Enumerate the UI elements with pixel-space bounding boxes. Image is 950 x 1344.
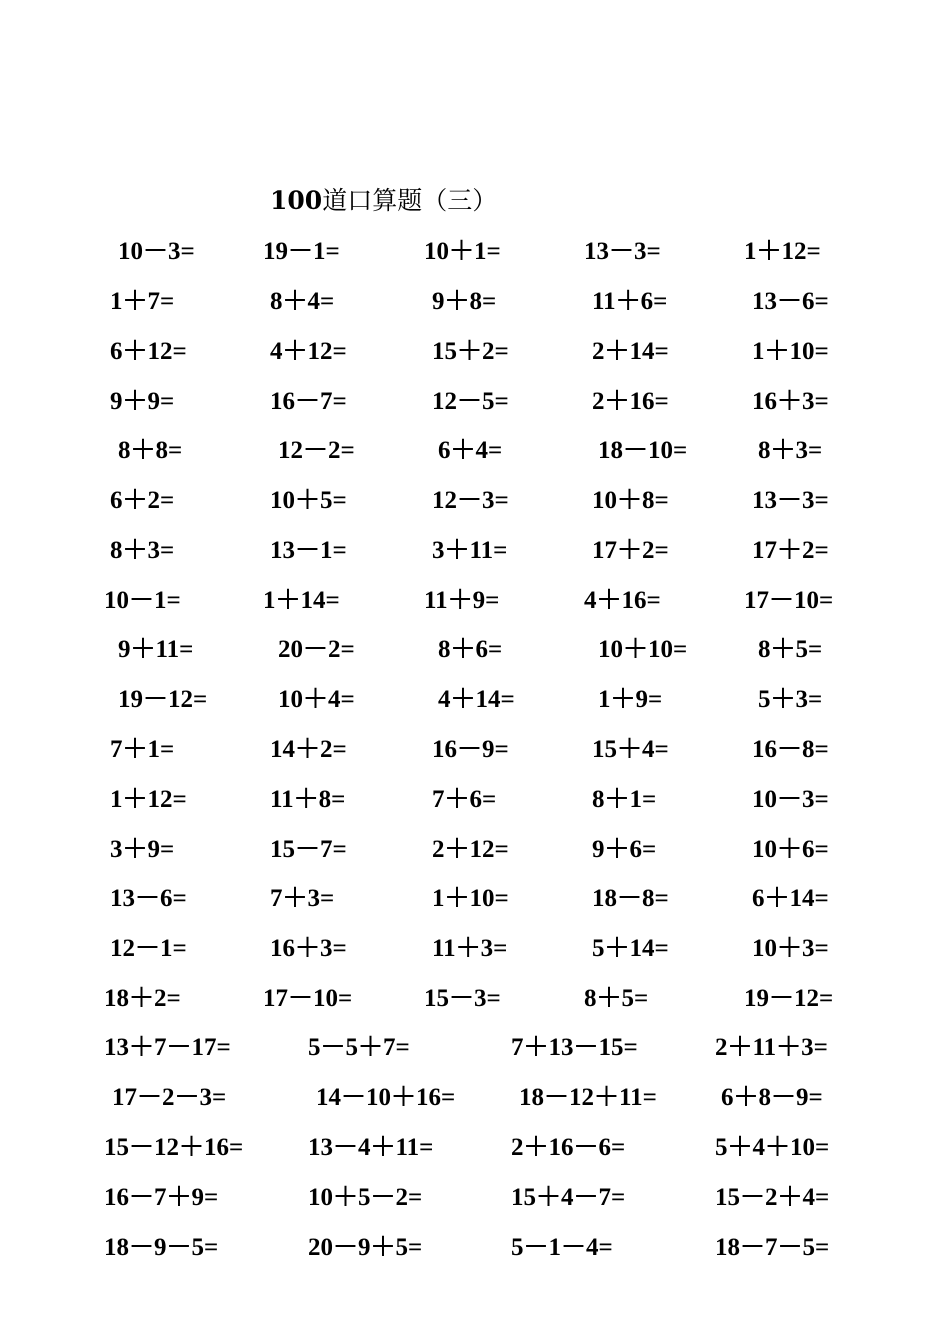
arithmetic-problem: 1＋12= <box>744 238 821 265</box>
arithmetic-problem: 18－8= <box>592 885 669 912</box>
arithmetic-problem: 18－12＋11= <box>519 1084 657 1111</box>
arithmetic-problem: 9＋8= <box>432 288 497 315</box>
arithmetic-problem: 18－7－5= <box>715 1234 830 1261</box>
arithmetic-problem: 11＋9= <box>424 587 500 614</box>
arithmetic-problem: 17＋2= <box>752 537 829 564</box>
title-number: 100 <box>270 186 323 215</box>
arithmetic-problem: 16＋3= <box>270 935 347 962</box>
arithmetic-problem: 15－7= <box>270 836 347 863</box>
arithmetic-problem: 2＋14= <box>592 338 669 365</box>
arithmetic-problem: 10＋5－2= <box>308 1184 423 1211</box>
arithmetic-problem: 5－1－4= <box>511 1234 613 1261</box>
arithmetic-problem: 7＋3= <box>270 885 335 912</box>
arithmetic-problem: 14－10＋16= <box>316 1084 456 1111</box>
arithmetic-problem: 8＋3= <box>110 537 175 564</box>
arithmetic-problem: 18－9－5= <box>104 1234 219 1261</box>
arithmetic-problem: 2＋16= <box>592 388 669 415</box>
arithmetic-problem: 16－8= <box>752 736 829 763</box>
arithmetic-problem: 20－2= <box>278 636 355 663</box>
arithmetic-problem: 8＋5= <box>758 636 823 663</box>
arithmetic-problem: 12－1= <box>110 935 187 962</box>
arithmetic-problem: 8＋4= <box>270 288 335 315</box>
arithmetic-problem: 17－10= <box>263 985 353 1012</box>
title-text: 道口算题（三） <box>322 186 498 215</box>
arithmetic-problem: 10＋5= <box>270 487 347 514</box>
arithmetic-problem: 6＋4= <box>438 437 503 464</box>
arithmetic-problem: 9＋11= <box>118 636 194 663</box>
arithmetic-problem: 1＋9= <box>598 686 663 713</box>
arithmetic-problem: 12－3= <box>432 487 509 514</box>
arithmetic-problem: 1＋14= <box>263 587 340 614</box>
arithmetic-problem: 8＋8= <box>118 437 183 464</box>
arithmetic-problem: 7＋1= <box>110 736 175 763</box>
arithmetic-problem: 8＋1= <box>592 786 657 813</box>
arithmetic-problem: 1＋10= <box>432 885 509 912</box>
arithmetic-problem: 13－6= <box>752 288 829 315</box>
arithmetic-problem: 11＋6= <box>592 288 668 315</box>
arithmetic-problem: 19－12= <box>744 985 834 1012</box>
arithmetic-problem: 8＋5= <box>584 985 649 1012</box>
arithmetic-problem: 11＋3= <box>432 935 508 962</box>
arithmetic-problem: 16＋3= <box>752 388 829 415</box>
arithmetic-problem: 18＋2= <box>104 985 181 1012</box>
arithmetic-problem: 17－2－3= <box>112 1084 227 1111</box>
arithmetic-problem: 10＋6= <box>752 836 829 863</box>
arithmetic-problem: 16－7= <box>270 388 347 415</box>
arithmetic-problem: 3＋11= <box>432 537 508 564</box>
arithmetic-problem: 9＋9= <box>110 388 175 415</box>
arithmetic-problem: 5＋3= <box>758 686 823 713</box>
arithmetic-problem: 10－1= <box>104 587 181 614</box>
arithmetic-problem: 10＋3= <box>752 935 829 962</box>
arithmetic-problem: 12－2= <box>278 437 355 464</box>
arithmetic-problem: 9＋6= <box>592 836 657 863</box>
arithmetic-problem: 5－5＋7= <box>308 1034 410 1061</box>
arithmetic-problem: 7＋13－15= <box>511 1034 638 1061</box>
arithmetic-problem: 10＋4= <box>278 686 355 713</box>
arithmetic-problem: 16－7＋9= <box>104 1184 219 1211</box>
arithmetic-problem: 16－9= <box>432 736 509 763</box>
arithmetic-problem: 15＋4－7= <box>511 1184 626 1211</box>
arithmetic-problem: 3＋9= <box>110 836 175 863</box>
arithmetic-problem: 20－9＋5= <box>308 1234 423 1261</box>
arithmetic-problem: 18－10= <box>598 437 688 464</box>
arithmetic-problem: 13－6= <box>110 885 187 912</box>
arithmetic-problem: 15－3= <box>424 985 501 1012</box>
arithmetic-problem: 17＋2= <box>592 537 669 564</box>
arithmetic-problem: 4＋16= <box>584 587 661 614</box>
arithmetic-problem: 10－3= <box>118 238 195 265</box>
arithmetic-problem: 8＋6= <box>438 636 503 663</box>
arithmetic-problem: 15＋4= <box>592 736 669 763</box>
arithmetic-problem: 5＋4＋10= <box>715 1134 830 1161</box>
arithmetic-problem: 4＋12= <box>270 338 347 365</box>
arithmetic-problem: 11＋8= <box>270 786 346 813</box>
arithmetic-problem: 7＋6= <box>432 786 497 813</box>
arithmetic-problem: 19－12= <box>118 686 208 713</box>
arithmetic-problem: 8＋3= <box>758 437 823 464</box>
arithmetic-problem: 13－1= <box>270 537 347 564</box>
arithmetic-problem: 15－2＋4= <box>715 1184 830 1211</box>
worksheet-title <box>270 184 497 218</box>
arithmetic-problem: 1＋12= <box>110 786 187 813</box>
arithmetic-problem: 13－3= <box>752 487 829 514</box>
arithmetic-problem: 10－3= <box>752 786 829 813</box>
arithmetic-problem: 14＋2= <box>270 736 347 763</box>
arithmetic-problem: 1＋7= <box>110 288 175 315</box>
arithmetic-problem: 6＋8－9= <box>721 1084 823 1111</box>
arithmetic-problem: 6＋12= <box>110 338 187 365</box>
arithmetic-problem: 13＋7－17= <box>104 1034 231 1061</box>
arithmetic-problem: 2＋12= <box>432 836 509 863</box>
arithmetic-problem: 4＋14= <box>438 686 515 713</box>
arithmetic-problem: 10＋10= <box>598 636 688 663</box>
arithmetic-problem: 13－3= <box>584 238 661 265</box>
arithmetic-problem: 12－5= <box>432 388 509 415</box>
arithmetic-problem: 2＋11＋3= <box>715 1034 828 1061</box>
arithmetic-problem: 13－4＋11= <box>308 1134 434 1161</box>
arithmetic-problem: 6＋14= <box>752 885 829 912</box>
arithmetic-problem: 5＋14= <box>592 935 669 962</box>
arithmetic-problem: 15＋2= <box>432 338 509 365</box>
arithmetic-problem: 15－12＋16= <box>104 1134 244 1161</box>
arithmetic-problem: 10＋1= <box>424 238 501 265</box>
arithmetic-problem: 19－1= <box>263 238 340 265</box>
arithmetic-problem: 1＋10= <box>752 338 829 365</box>
arithmetic-problem: 2＋16－6= <box>511 1134 626 1161</box>
arithmetic-problem: 6＋2= <box>110 487 175 514</box>
arithmetic-problem: 17－10= <box>744 587 834 614</box>
arithmetic-problem: 10＋8= <box>592 487 669 514</box>
